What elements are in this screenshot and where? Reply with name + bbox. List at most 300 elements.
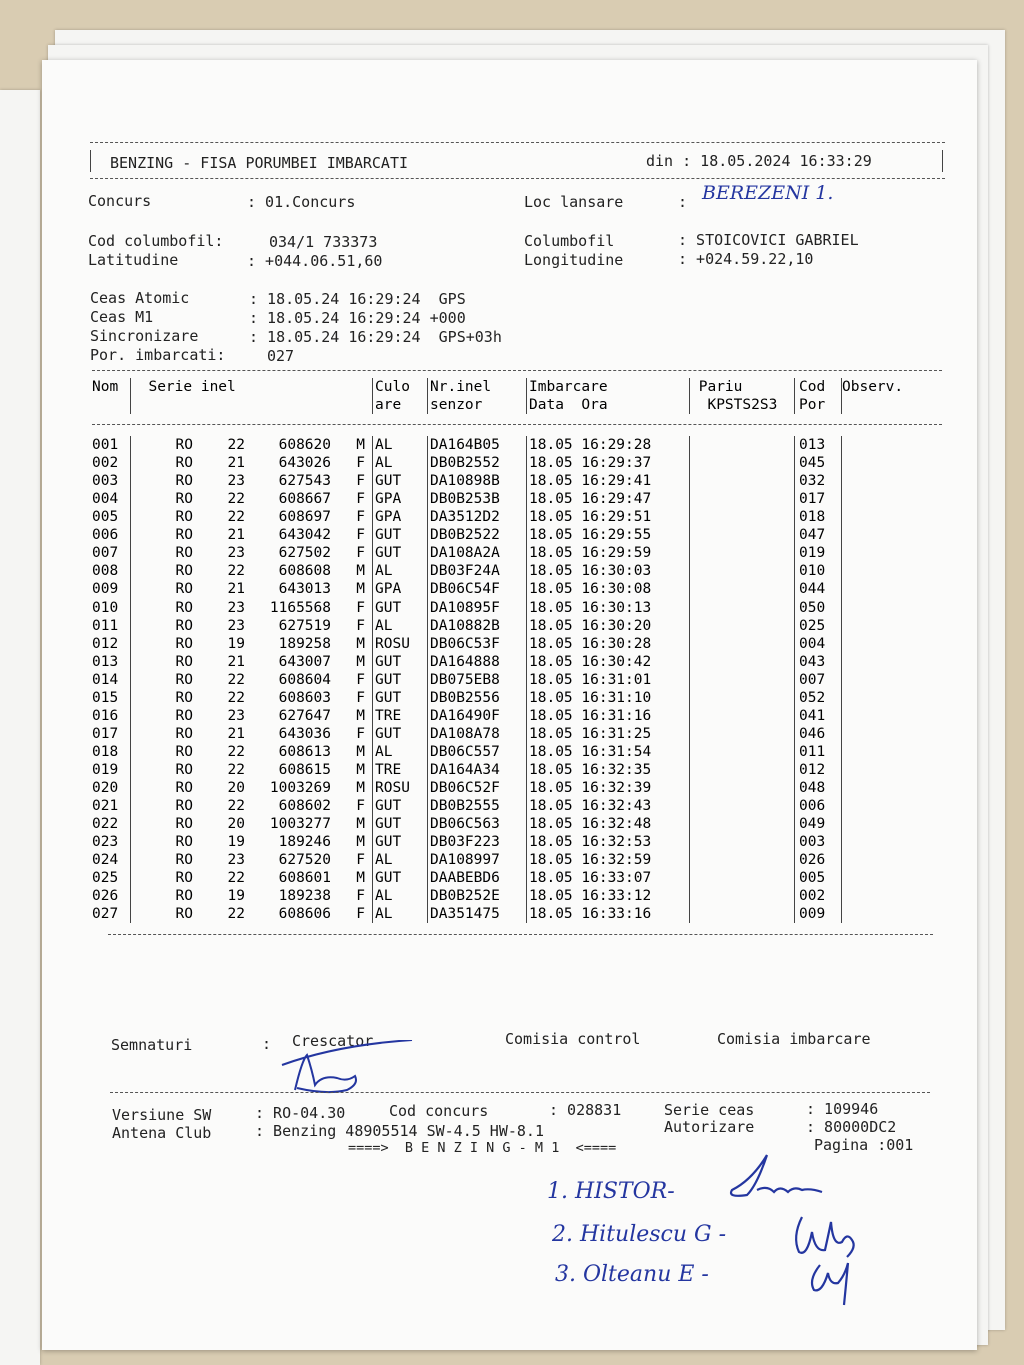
cell-serie-number: 608697 [278, 509, 331, 526]
cell-culoare: AL [373, 887, 428, 905]
cell-serie-year: 22 [227, 798, 245, 815]
columbofil-label: Columbofil [524, 232, 615, 250]
cell-imbarcare: 18.05 16:30:28 [527, 635, 690, 653]
cell-nom: 012 [92, 635, 119, 652]
cell-imbarcare: 18.05 16:33:16 [527, 905, 690, 923]
cell-serie-number: 627647 [278, 707, 331, 724]
cell-culoare: GUT [373, 869, 428, 887]
cell-serie-number: 1003269 [269, 779, 331, 796]
comisia-control-label: Comisia control [505, 1030, 641, 1048]
cell-imbarcare: 18.05 16:29:47 [527, 490, 690, 508]
cell-nom: 008 [92, 563, 119, 580]
cell-serie-number: 627520 [278, 852, 331, 869]
cell-nom: 023 [92, 834, 119, 851]
cell-serie [131, 905, 373, 923]
paper-left-edge [0, 90, 40, 1365]
cell-serie-sex: M [356, 635, 365, 652]
cell-serie [131, 869, 373, 887]
cell-serie-number: 608613 [278, 743, 331, 760]
cell-culoare: GUT [373, 526, 428, 544]
header-culo-2: are [373, 396, 428, 414]
cell-culoare: GPA [373, 508, 428, 526]
cell-nr-inel: DA10898B [428, 472, 527, 490]
table-row [90, 580, 922, 598]
footer-top-rule [110, 1092, 930, 1093]
cell-pariu [690, 526, 795, 544]
cell-serie-sex: M [356, 437, 365, 454]
cell-imbarcare: 18.05 16:29:51 [527, 508, 690, 526]
table-row [90, 599, 922, 617]
cell-pariu [690, 797, 795, 815]
cell-nom: 001 [92, 437, 119, 454]
cell-serie-sex: F [356, 689, 365, 706]
por-imbarcati-value: 027 [267, 347, 295, 365]
table-row [90, 508, 922, 526]
cell-serie-sex: F [356, 455, 365, 472]
cell-serie-year: 23 [227, 545, 245, 562]
cell-pariu [690, 599, 795, 617]
table-row [90, 833, 922, 851]
table-row [90, 743, 922, 761]
pigeon-table-body [90, 378, 922, 923]
cell-serie-year: 23 [227, 707, 245, 724]
cell-observ [842, 707, 923, 725]
cell-serie-number: 643013 [278, 581, 331, 598]
cell-cod-por: 043 [795, 653, 842, 671]
cell-nom: 005 [92, 509, 119, 526]
cell-serie-country: RO [175, 834, 193, 851]
cell-pariu [690, 725, 795, 743]
cell-serie-sex: F [356, 888, 365, 905]
document-title: BENZING - FISA PORUMBEI IMBARCATI [110, 154, 409, 172]
sincronizare-label: Sincronizare [90, 327, 199, 345]
cell-nr-inel: DB0B2522 [428, 526, 527, 544]
cell-serie-number: 643007 [278, 653, 331, 670]
cell-nr-inel: DB06C557 [428, 743, 527, 761]
cell-serie-number: 643036 [278, 725, 331, 742]
cell-serie-number: 608603 [278, 689, 331, 706]
benzing-banner: ====> B E N Z I N G - M 1 <==== [348, 1140, 617, 1156]
cell-imbarcare: 18.05 16:32:53 [527, 833, 690, 851]
cell-serie-year: 19 [227, 834, 245, 851]
cell-imbarcare: 18.05 16:31:25 [527, 725, 690, 743]
cell-serie-year: 19 [227, 635, 245, 652]
cell-cod-por: 026 [795, 851, 842, 869]
cell-nr-inel: DB03F223 [428, 833, 527, 851]
cell-serie [131, 797, 373, 815]
cell-serie-number: 608667 [278, 491, 331, 508]
cell-nom: 007 [92, 545, 119, 562]
cell-serie-number: 627519 [278, 617, 331, 634]
cell-serie-country: RO [175, 509, 193, 526]
table-row [90, 526, 922, 544]
document-sheet [42, 60, 977, 1350]
cell-serie-year: 23 [227, 617, 245, 634]
comisia-imbarcare-label: Comisia imbarcare [717, 1030, 871, 1048]
cell-nom: 016 [92, 707, 119, 724]
cell-pariu [690, 761, 795, 779]
cell-pariu [690, 707, 795, 725]
cell-serie [131, 725, 373, 743]
cell-nr-inel: DA351475 [428, 905, 527, 923]
header-cod: Cod [795, 378, 842, 396]
cell-serie-country: RO [175, 816, 193, 833]
cell-cod-por: 025 [795, 617, 842, 635]
cell-serie-number: 608602 [278, 798, 331, 815]
cell-nom: 003 [92, 473, 119, 490]
cell-culoare: ROSU [373, 635, 428, 653]
cell-serie-country: RO [175, 707, 193, 724]
cell-serie-year: 22 [227, 870, 245, 887]
header-serie-2 [131, 396, 373, 414]
cell-cod-por: 019 [795, 544, 842, 562]
cell-serie-number: 1165568 [269, 599, 331, 616]
cell-imbarcare: 18.05 16:29:41 [527, 472, 690, 490]
cell-serie-number: 627502 [278, 545, 331, 562]
cod-concurs-value: : 028831 [549, 1101, 622, 1119]
cell-pariu [690, 743, 795, 761]
cell-serie-number: 1003277 [269, 816, 331, 833]
cell-cod-por: 011 [795, 743, 842, 761]
cell-serie-country: RO [175, 906, 193, 923]
title-bottom-rule [90, 178, 945, 179]
cell-serie-country: RO [175, 581, 193, 598]
cell-observ [842, 454, 923, 472]
cell-serie-number: 627543 [278, 473, 331, 490]
cell-serie-year: 23 [227, 852, 245, 869]
cell-serie-country: RO [175, 852, 193, 869]
cell-observ [842, 905, 923, 923]
table-header-row-2 [90, 396, 922, 414]
cell-serie [131, 743, 373, 761]
concurs-label: Concurs [88, 192, 152, 210]
cell-cod-por: 032 [795, 472, 842, 490]
cell-serie [131, 526, 373, 544]
cell-serie [131, 599, 373, 617]
cell-serie [131, 580, 373, 598]
cell-nom: 014 [92, 671, 119, 688]
header-spacer-cell [90, 414, 922, 436]
latitudine-value: : +044.06.51,60 [247, 252, 383, 270]
cell-observ [842, 599, 923, 617]
header-nom: Nom [92, 379, 119, 395]
cell-serie-year: 21 [227, 725, 245, 742]
cell-imbarcare: 18.05 16:31:10 [527, 689, 690, 707]
cell-serie-year: 23 [227, 473, 245, 490]
cell-nr-inel: DB0B253B [428, 490, 527, 508]
cell-serie-year: 22 [227, 563, 245, 580]
cell-imbarcare: 18.05 16:32:35 [527, 761, 690, 779]
cell-nom: 027 [92, 906, 119, 923]
table-row [90, 707, 922, 725]
cell-serie-country: RO [175, 761, 193, 778]
cell-nr-inel: DA164888 [428, 653, 527, 671]
cell-cod-por: 010 [795, 562, 842, 580]
cell-serie-sex: F [356, 473, 365, 490]
cell-pariu [690, 635, 795, 653]
cell-serie-sex: M [356, 653, 365, 670]
cell-observ [842, 526, 923, 544]
cell-serie [131, 851, 373, 869]
antena-label: Antena Club [112, 1124, 212, 1142]
cell-serie-number: 189238 [278, 888, 331, 905]
cell-pariu [690, 617, 795, 635]
cell-nr-inel: DB06C54F [428, 580, 527, 598]
cell-serie-country: RO [175, 888, 193, 905]
cell-culoare: GUT [373, 671, 428, 689]
cell-serie-country: RO [175, 437, 193, 454]
cell-observ [842, 508, 923, 526]
antena-value: : Benzing 48905514 SW-4.5 HW-8.1 [255, 1122, 544, 1140]
cell-culoare: GUT [373, 815, 428, 833]
cell-serie-sex: M [356, 581, 365, 598]
cell-serie-year: 22 [227, 437, 245, 454]
versiune-value: : RO-04.30 [255, 1104, 346, 1122]
autorizare-value: : 80000DC2 [806, 1118, 897, 1136]
cell-cod-por: 002 [795, 887, 842, 905]
cell-pariu [690, 454, 795, 472]
cell-serie [131, 707, 373, 725]
cell-culoare: GUT [373, 797, 428, 815]
cell-pariu [690, 671, 795, 689]
cell-nom: 026 [92, 888, 119, 905]
cell-imbarcare: 18.05 16:29:59 [527, 544, 690, 562]
cell-observ [842, 689, 923, 707]
cell-cod-por: 045 [795, 454, 842, 472]
header-observ: Observ. [842, 378, 923, 396]
cell-imbarcare: 18.05 16:30:08 [527, 580, 690, 598]
cell-culoare: GUT [373, 544, 428, 562]
header-imbarcare: Imbarcare [527, 378, 690, 396]
header-pariu-label: Pariu [698, 379, 743, 395]
cell-nom: 019 [92, 761, 119, 778]
cell-serie [131, 635, 373, 653]
table-bottom-rule [108, 934, 933, 935]
cell-nom: 009 [92, 581, 119, 598]
cell-serie-number: 189258 [278, 635, 331, 652]
cell-observ [842, 797, 923, 815]
table-row [90, 851, 922, 869]
cell-serie-country: RO [175, 599, 193, 616]
cell-pariu [690, 887, 795, 905]
cell-cod-por: 018 [795, 508, 842, 526]
pigeon-table [90, 378, 922, 923]
header-nrinel: Nr.inel [428, 378, 527, 396]
cell-cod-por: 003 [795, 833, 842, 851]
table-row [90, 869, 922, 887]
ceas-atomic-label: Ceas Atomic [90, 289, 190, 307]
cell-culoare: GUT [373, 725, 428, 743]
cell-serie-sex: F [356, 599, 365, 616]
cell-serie-sex: F [356, 617, 365, 634]
loc-lansare-value: : [678, 193, 688, 211]
cell-serie-country: RO [175, 798, 193, 815]
latitudine-label: Latitudine [88, 251, 179, 269]
cell-culoare: GUT [373, 689, 428, 707]
cell-serie-year: 22 [227, 689, 245, 706]
cell-observ [842, 490, 923, 508]
longitudine-value: : +024.59.22,10 [678, 250, 814, 268]
columbofil-value: : STOICOVICI GABRIEL [678, 231, 859, 249]
cell-observ [842, 725, 923, 743]
cod-concurs-label: Cod concurs [389, 1102, 489, 1120]
cell-nr-inel: DB06C53F [428, 635, 527, 653]
header-pariu [690, 378, 795, 396]
cell-serie-sex: M [356, 834, 365, 851]
table-row [90, 797, 922, 815]
table-row [90, 635, 922, 653]
crescator-label: Crescator [292, 1032, 374, 1050]
cell-imbarcare: 18.05 16:31:16 [527, 707, 690, 725]
cell-imbarcare: 18.05 16:29:28 [527, 436, 690, 454]
cell-imbarcare: 18.05 16:32:48 [527, 815, 690, 833]
cell-observ [842, 887, 923, 905]
cell-serie-country: RO [175, 563, 193, 580]
cell-serie-year: 20 [227, 779, 245, 796]
cell-nr-inel: DA164A34 [428, 761, 527, 779]
header-nom-2 [90, 396, 131, 414]
cell-cod-por: 012 [795, 761, 842, 779]
cell-imbarcare: 18.05 16:33:12 [527, 887, 690, 905]
cell-observ [842, 544, 923, 562]
cell-serie [131, 562, 373, 580]
cell-imbarcare: 18.05 16:31:54 [527, 743, 690, 761]
cell-pariu [690, 562, 795, 580]
cell-culoare: AL [373, 617, 428, 635]
cell-serie-sex: F [356, 671, 365, 688]
cell-pariu [690, 580, 795, 598]
cell-nom: 018 [92, 743, 119, 760]
table-row [90, 436, 922, 454]
cell-serie-number: 608604 [278, 671, 331, 688]
cell-culoare: TRE [373, 761, 428, 779]
cell-nr-inel: DB0B2552 [428, 454, 527, 472]
cell-nom: 010 [92, 599, 119, 616]
cell-serie-year: 22 [227, 509, 245, 526]
cell-nom: 020 [92, 779, 119, 796]
cell-observ [842, 743, 923, 761]
cell-serie [131, 617, 373, 635]
cell-nr-inel: DA108997 [428, 851, 527, 869]
title-right-bar [942, 150, 943, 172]
ceas-atomic-value: : 18.05.24 16:29:24 GPS [249, 290, 466, 308]
versiune-label: Versiune SW [112, 1106, 212, 1124]
cell-serie-country: RO [175, 455, 193, 472]
table-row [90, 454, 922, 472]
cell-imbarcare: 18.05 16:29:37 [527, 454, 690, 472]
cell-culoare: GUT [373, 472, 428, 490]
cell-imbarcare: 18.05 16:31:01 [527, 671, 690, 689]
cell-pariu [690, 851, 795, 869]
cell-serie-sex: F [356, 852, 365, 869]
table-row [90, 472, 922, 490]
table-top-rule [92, 370, 942, 371]
cell-imbarcare: 18.05 16:30:13 [527, 599, 690, 617]
semnaturi-colon: : [262, 1035, 272, 1053]
cell-pariu [690, 815, 795, 833]
cell-serie [131, 653, 373, 671]
cell-cod-por: 017 [795, 490, 842, 508]
cell-observ [842, 671, 923, 689]
cell-serie-year: 20 [227, 816, 245, 833]
cell-serie-sex: F [356, 906, 365, 923]
header-imbarcare-2: Data Ora [527, 396, 690, 414]
handwritten-signature-3 [800, 1255, 860, 1310]
crescator-signature [277, 1040, 417, 1100]
cell-serie-year: 22 [227, 761, 245, 778]
cell-culoare: ROSU [373, 779, 428, 797]
cell-pariu [690, 544, 795, 562]
ceas-m1-value: : 18.05.24 16:29:24 +000 [249, 309, 466, 327]
header-observ-2 [842, 396, 923, 414]
cell-cod-por: 046 [795, 725, 842, 743]
cell-observ [842, 436, 923, 454]
title-top-rule [90, 142, 945, 143]
cell-serie [131, 544, 373, 562]
table-row [90, 544, 922, 562]
cell-serie [131, 689, 373, 707]
table-row [90, 671, 922, 689]
cell-serie-sex: M [356, 707, 365, 724]
table-row [90, 689, 922, 707]
cell-serie-year: 21 [227, 527, 245, 544]
cell-observ [842, 833, 923, 851]
cell-serie-sex: F [356, 527, 365, 544]
cell-nom: 006 [92, 527, 119, 544]
table-header-row-1 [90, 378, 922, 396]
cell-nr-inel: DB0B2555 [428, 797, 527, 815]
table-row [90, 887, 922, 905]
handwritten-line-2: 2. Hitulescu G - [552, 1222, 727, 1247]
cell-nr-inel: DA16490F [428, 707, 527, 725]
cell-serie-number: 189246 [278, 834, 331, 851]
cell-imbarcare: 18.05 16:32:39 [527, 779, 690, 797]
cell-nr-inel: DB0B2556 [428, 689, 527, 707]
cell-cod-por: 007 [795, 671, 842, 689]
cell-nom: 024 [92, 852, 119, 869]
cell-culoare: GUT [373, 833, 428, 851]
cell-nom: 021 [92, 798, 119, 815]
cell-observ [842, 815, 923, 833]
cell-serie [131, 779, 373, 797]
cell-serie-sex: F [356, 798, 365, 815]
cell-serie-country: RO [175, 545, 193, 562]
table-row [90, 905, 922, 923]
serie-ceas-label: Serie ceas [664, 1101, 755, 1119]
cell-pariu [690, 833, 795, 851]
cell-pariu [690, 508, 795, 526]
cell-serie-number: 608615 [278, 761, 331, 778]
cell-pariu [690, 472, 795, 490]
cell-culoare: GUT [373, 599, 428, 617]
cell-cod-por: 049 [795, 815, 842, 833]
cell-nom: 025 [92, 870, 119, 887]
cell-culoare: AL [373, 851, 428, 869]
cell-culoare: AL [373, 454, 428, 472]
cell-serie-year: 22 [227, 671, 245, 688]
header-spacer [90, 414, 922, 436]
cell-nr-inel: DA3512D2 [428, 508, 527, 526]
cell-cod-por: 006 [795, 797, 842, 815]
cell-nr-inel: DA164B05 [428, 436, 527, 454]
cell-pariu [690, 436, 795, 454]
cell-serie-year: 21 [227, 581, 245, 598]
header-culo: Culo [373, 378, 428, 396]
cell-nom: 002 [92, 455, 119, 472]
cell-imbarcare: 18.05 16:30:20 [527, 617, 690, 635]
cell-observ [842, 635, 923, 653]
cell-serie-sex: M [356, 779, 365, 796]
